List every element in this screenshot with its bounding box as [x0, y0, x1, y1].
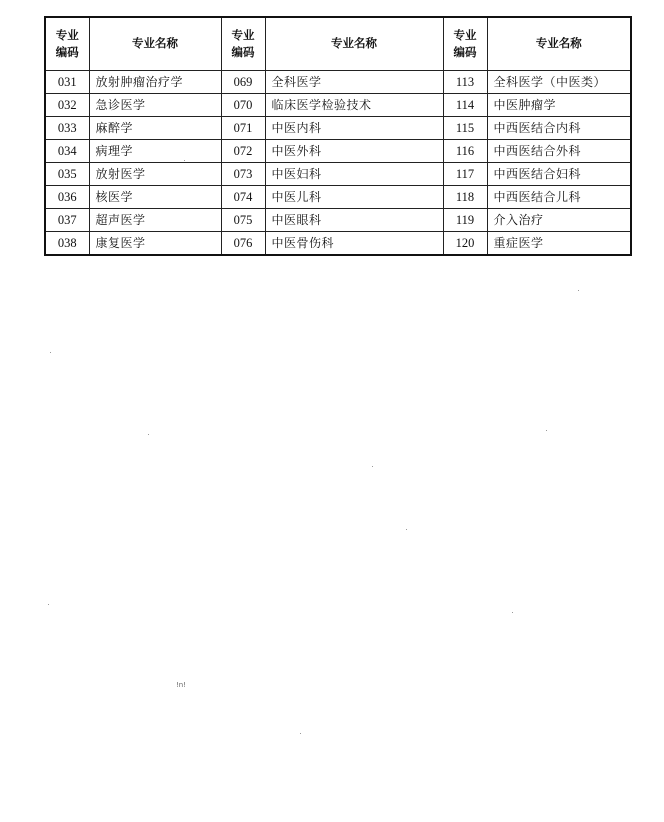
scan-speck [546, 430, 547, 431]
specialty-code: 069 [221, 71, 265, 94]
specialty-code: 037 [45, 209, 89, 232]
specialty-name: 全科医学（中医类） [487, 71, 631, 94]
specialty-name: 中医外科 [265, 140, 443, 163]
scan-speck [406, 529, 407, 530]
specialty-name: 病理学 [89, 140, 221, 163]
specialty-name: 中医儿科 [265, 186, 443, 209]
scan-speck [148, 434, 149, 435]
scan-speck [50, 352, 51, 353]
specialty-code: 115 [443, 117, 487, 140]
specialty-name: 急诊医学 [89, 94, 221, 117]
specialty-name: 超声医学 [89, 209, 221, 232]
specialty-name: 中西医结合外科 [487, 140, 631, 163]
specialty-name: 中医骨伤科 [265, 232, 443, 256]
specialty-name: 重症医学 [487, 232, 631, 256]
specialty-code: 032 [45, 94, 89, 117]
specialty-name: 全科医学 [265, 71, 443, 94]
table-row [45, 209, 631, 232]
specialty-name: 中医内科 [265, 117, 443, 140]
specialty-name: 中西医结合妇科 [487, 163, 631, 186]
specialty-code: 035 [45, 163, 89, 186]
specialty-name: 介入治疗 [487, 209, 631, 232]
specialty-code: 038 [45, 232, 89, 256]
specialty-code: 036 [45, 186, 89, 209]
specialty-code: 031 [45, 71, 89, 94]
table-row [45, 71, 631, 94]
specialty-name: 中医眼科 [265, 209, 443, 232]
specialty-name: 麻醉学 [89, 117, 221, 140]
scan-speck [48, 604, 49, 605]
specialty-code: 072 [221, 140, 265, 163]
specialty-code: 074 [221, 186, 265, 209]
header-name-1: 专业名称 [89, 17, 221, 71]
specialty-name: 中医肿瘤学 [487, 94, 631, 117]
scan-speck [578, 290, 579, 291]
scan-speck [372, 466, 373, 467]
header-name-3: 专业名称 [487, 17, 631, 71]
specialty-code: 118 [443, 186, 487, 209]
specialty-name: 中西医结合儿科 [487, 186, 631, 209]
specialty-code: 119 [443, 209, 487, 232]
specialty-code: 076 [221, 232, 265, 256]
table-row [45, 232, 631, 256]
table-row [45, 117, 631, 140]
specialty-code: 114 [443, 94, 487, 117]
specialty-code: 117 [443, 163, 487, 186]
specialty-name: 核医学 [89, 186, 221, 209]
specialty-code: 075 [221, 209, 265, 232]
header-code-1: 专业 编码 [45, 17, 89, 71]
scan-speck [184, 160, 185, 161]
specialty-name: 康复医学 [89, 232, 221, 256]
scan-speck [300, 733, 301, 734]
specialty-code: 073 [221, 163, 265, 186]
scan-speck [512, 612, 513, 613]
specialty-name: 放射医学 [89, 163, 221, 186]
specialty-name: 临床医学检验技术 [265, 94, 443, 117]
table-row [45, 186, 631, 209]
header-row [45, 17, 631, 71]
table-row [45, 163, 631, 186]
header-code-2: 专业 编码 [221, 17, 265, 71]
header-code-3: 专业 编码 [443, 17, 487, 71]
table-body [45, 71, 631, 256]
specialty-code: 071 [221, 117, 265, 140]
table-row [45, 140, 631, 163]
page-mark: !n! [176, 681, 187, 689]
specialty-code: 113 [443, 71, 487, 94]
specialty-table [44, 16, 632, 256]
specialty-name: 放射肿瘤治疗学 [89, 71, 221, 94]
table-row [45, 94, 631, 117]
specialty-code: 116 [443, 140, 487, 163]
specialty-code: 120 [443, 232, 487, 256]
specialty-name: 中医妇科 [265, 163, 443, 186]
specialty-name: 中西医结合内科 [487, 117, 631, 140]
specialty-code: 033 [45, 117, 89, 140]
specialty-code: 034 [45, 140, 89, 163]
specialty-code: 070 [221, 94, 265, 117]
header-name-2: 专业名称 [265, 17, 443, 71]
